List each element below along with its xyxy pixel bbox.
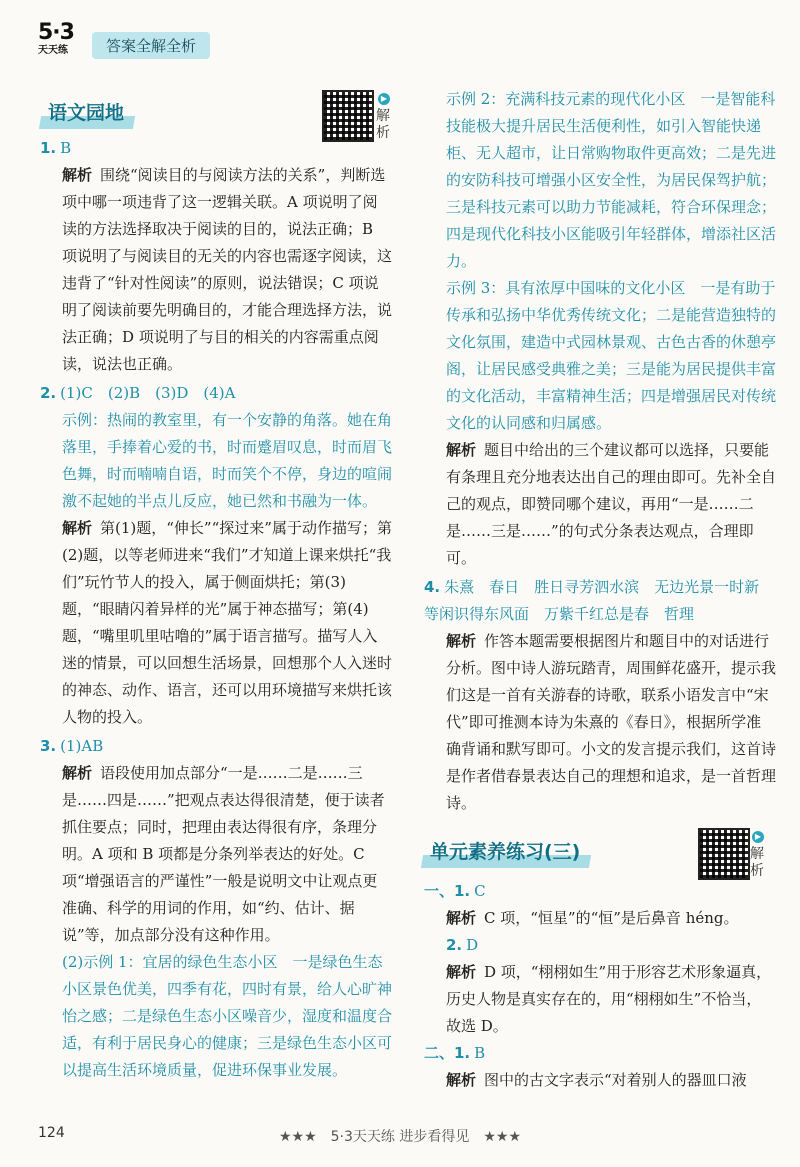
s1-answer: C xyxy=(474,882,486,900)
jiexi-label: 解析 xyxy=(446,963,477,981)
jiexi-label: 解析 xyxy=(446,1071,477,1089)
q3-line xyxy=(40,733,392,760)
s3-text: 图中的古文字表示“对着别人的器皿口液 xyxy=(484,1071,747,1089)
jiexi-label: 解析 xyxy=(446,441,477,459)
s3-line xyxy=(424,1040,776,1067)
s2-line xyxy=(424,932,776,959)
q1-text: 围绕“阅读目的与阅读方法的关系”，判断选项中哪一项违背了这一逻辑关联。A 项说明了阅读的方法选择取决于阅读的目的，说法正确；B 项说明了与阅读目的无关的内容也需逐字阅读，这违背了“针对性阅读”的原则，说法错误；C 项说明了阅读前要先明确目的，才能合理选择方法，说法正确；D 项说明了与目的相关的内容需重点阅读，说法也正确。 xyxy=(62,166,393,373)
q3-right-analysis xyxy=(424,437,776,572)
s2-answer: D xyxy=(466,936,479,954)
q4-text: 作答本题需要根据图片和题目中的对话进行分析。图中诗人游玩踏青，周围鲜花盛开，提示我们这是一首有关游春的诗歌，联系小语发言中“宋代”即可推测本诗为朱熹的《春日》，根据所学准确背诵和默写即可。小文的发言提示我们，这首诗是作者借春景表达自己的理想和追求，是一首哲理诗。 xyxy=(446,632,777,812)
s2-number: 2. xyxy=(446,936,463,954)
q1-number: 1. xyxy=(40,139,57,157)
play-icon: ▶ xyxy=(378,93,390,105)
qr-code-icon-2[interactable] xyxy=(698,828,750,880)
q4-line xyxy=(424,574,776,628)
q2-analysis xyxy=(40,515,392,731)
s1-analysis xyxy=(424,905,776,932)
qr-label: 解析 xyxy=(376,108,390,141)
jiexi-label: 解析 xyxy=(62,166,93,184)
q1-answer: B xyxy=(60,139,72,157)
q2-line xyxy=(40,380,392,407)
header-tag: 答案全解全析 xyxy=(92,32,210,59)
q3-example-3: 示例 3：具有浓厚中国味的文化小区 一是有助于传承和弘扬中华优秀传统文化；二是能营造独特的文化氛围，建造中式园林景观、古色古香的休憩亭阁，让居民感受典雅之美；三是能为居民提供丰富的文化活动，丰富精神生活；四是增强居民对传统文化的认同感和归属感。 xyxy=(446,279,777,432)
s3-analysis xyxy=(424,1067,776,1094)
left-column xyxy=(40,96,392,1084)
page-number: 124 xyxy=(38,1125,65,1141)
s1-number: 一、1. xyxy=(424,882,471,900)
q2-number: 2. xyxy=(40,384,57,402)
logo-text: 5·3 xyxy=(38,20,74,45)
s1-text: C 项，“恒星”的“恒”是后鼻音 héng。 xyxy=(484,909,739,927)
s3-answer: B xyxy=(474,1044,486,1062)
jiexi-label: 解析 xyxy=(62,764,93,782)
s2-analysis xyxy=(424,959,776,1040)
q2-text: 第(1)题，“伸长”“探过来”属于动作描写；第(2)题，以等老师进来“我们”才知道上课来烘托“我们”玩竹节人的投入，属于侧面烘托；第(3)题，“眼睛闪着异样的光”属于神态描写；第(4)题，“嘴里叽里咕噜的”属于语言描写。描写人入迷的情景，可以回想生活场景，回想那个人入迷时的神态、动作、语言，还可以用环境描写来烘托该人物的投入。 xyxy=(62,519,393,726)
q2-answer: (1)C (2)B (3)D (4)A xyxy=(60,384,236,402)
right-column xyxy=(424,86,776,1094)
q3-analysis xyxy=(40,760,392,949)
q3-text: 语段使用加点部分“一是……二是……三是……四是……”把观点表达得很清楚，便于读者抓住要点；同时，把理由表达得很有序，条理分明。A 项和 B 项都是分条列举表达的好处。C 项“增强语言的严谨性”一般是说明文中让观点更准确、科学的用词的作用，如“约、估计、据说”等，加点部分没有这种作用。 xyxy=(62,764,385,944)
s1-line xyxy=(424,878,776,905)
q3-example-2: 示例 2：充满科技元素的现代化小区 一是智能科技能极大提升居民生活便利性，如引入智能快递柜、无人超市，让日常购物取件更高效；二是先进的安防科技可增强小区安全性，为居民保驾护航；三是科技元素可以助力节能减耗，符合环保理念；四是现代化科技小区能吸引年轻群体，增添社区活力。 xyxy=(446,90,777,270)
section-title: 语文园地 xyxy=(42,96,130,131)
q2-example: 示例：热闹的教室里，有一个安静的角落。她在角落里，手捧着心爱的书，时而蹙眉叹息，时而眉飞色舞，时而喃喃自语，时而笑个不停，身边的喧闹激不起她的半点儿反应，她已然和书融为一体。 xyxy=(62,411,393,510)
q4-answer: 朱熹 春日 胜日寻芳泗水滨 无边光景一时新 等闲识得东风面 万紫千红总是春 哲理 xyxy=(424,578,775,623)
qr-code-icon[interactable] xyxy=(322,90,374,142)
s3-number: 二、1. xyxy=(424,1044,471,1062)
qr-label-2: 解析 xyxy=(750,846,764,879)
q3-example-1: (2)示例 1：宜居的绿色生态小区 一是绿色生态小区景色优美，四季有花，四时有景，给人心旷神怡之感；二是绿色生态小区噪音少，湿度和温度合适，有利于居民身心的健康；三是绿色生态小区可以提高生活环境质量，促进环保事业发展。 xyxy=(62,953,393,1079)
jiexi-label: 解析 xyxy=(446,909,477,927)
s2-text: D 项，“栩栩如生”用于形容艺术形象逼真，历史人物是真实存在的，用“栩栩如生”不恰当，故选 D。 xyxy=(446,963,772,1035)
logo-subtext: 天天练 xyxy=(38,45,68,56)
q3-number: 3. xyxy=(40,737,57,755)
q3-answer: (1)AB xyxy=(60,737,104,755)
play-icon-2: ▶ xyxy=(752,831,764,843)
page-header xyxy=(0,0,800,80)
q1-analysis xyxy=(40,162,392,378)
q4-analysis xyxy=(424,628,776,817)
footer-slogan: ★★★ 5·3天天练 进步看得见 ★★★ xyxy=(278,1129,522,1145)
q3-right-text: 题目中给出的三个建议都可以选择，只要能有条理且充分地表达出自己的理由即可。先补全自己的观点，即赞同哪个建议，再用“一是……二是……三是……”的句式分条表达观点，合理即可。 xyxy=(446,441,777,567)
q4-number: 4. xyxy=(424,578,441,596)
section2-title: 单元素养练习(三) xyxy=(424,835,586,870)
jiexi-label: 解析 xyxy=(446,632,477,650)
jiexi-label: 解析 xyxy=(62,519,93,537)
brand-logo xyxy=(38,20,74,56)
